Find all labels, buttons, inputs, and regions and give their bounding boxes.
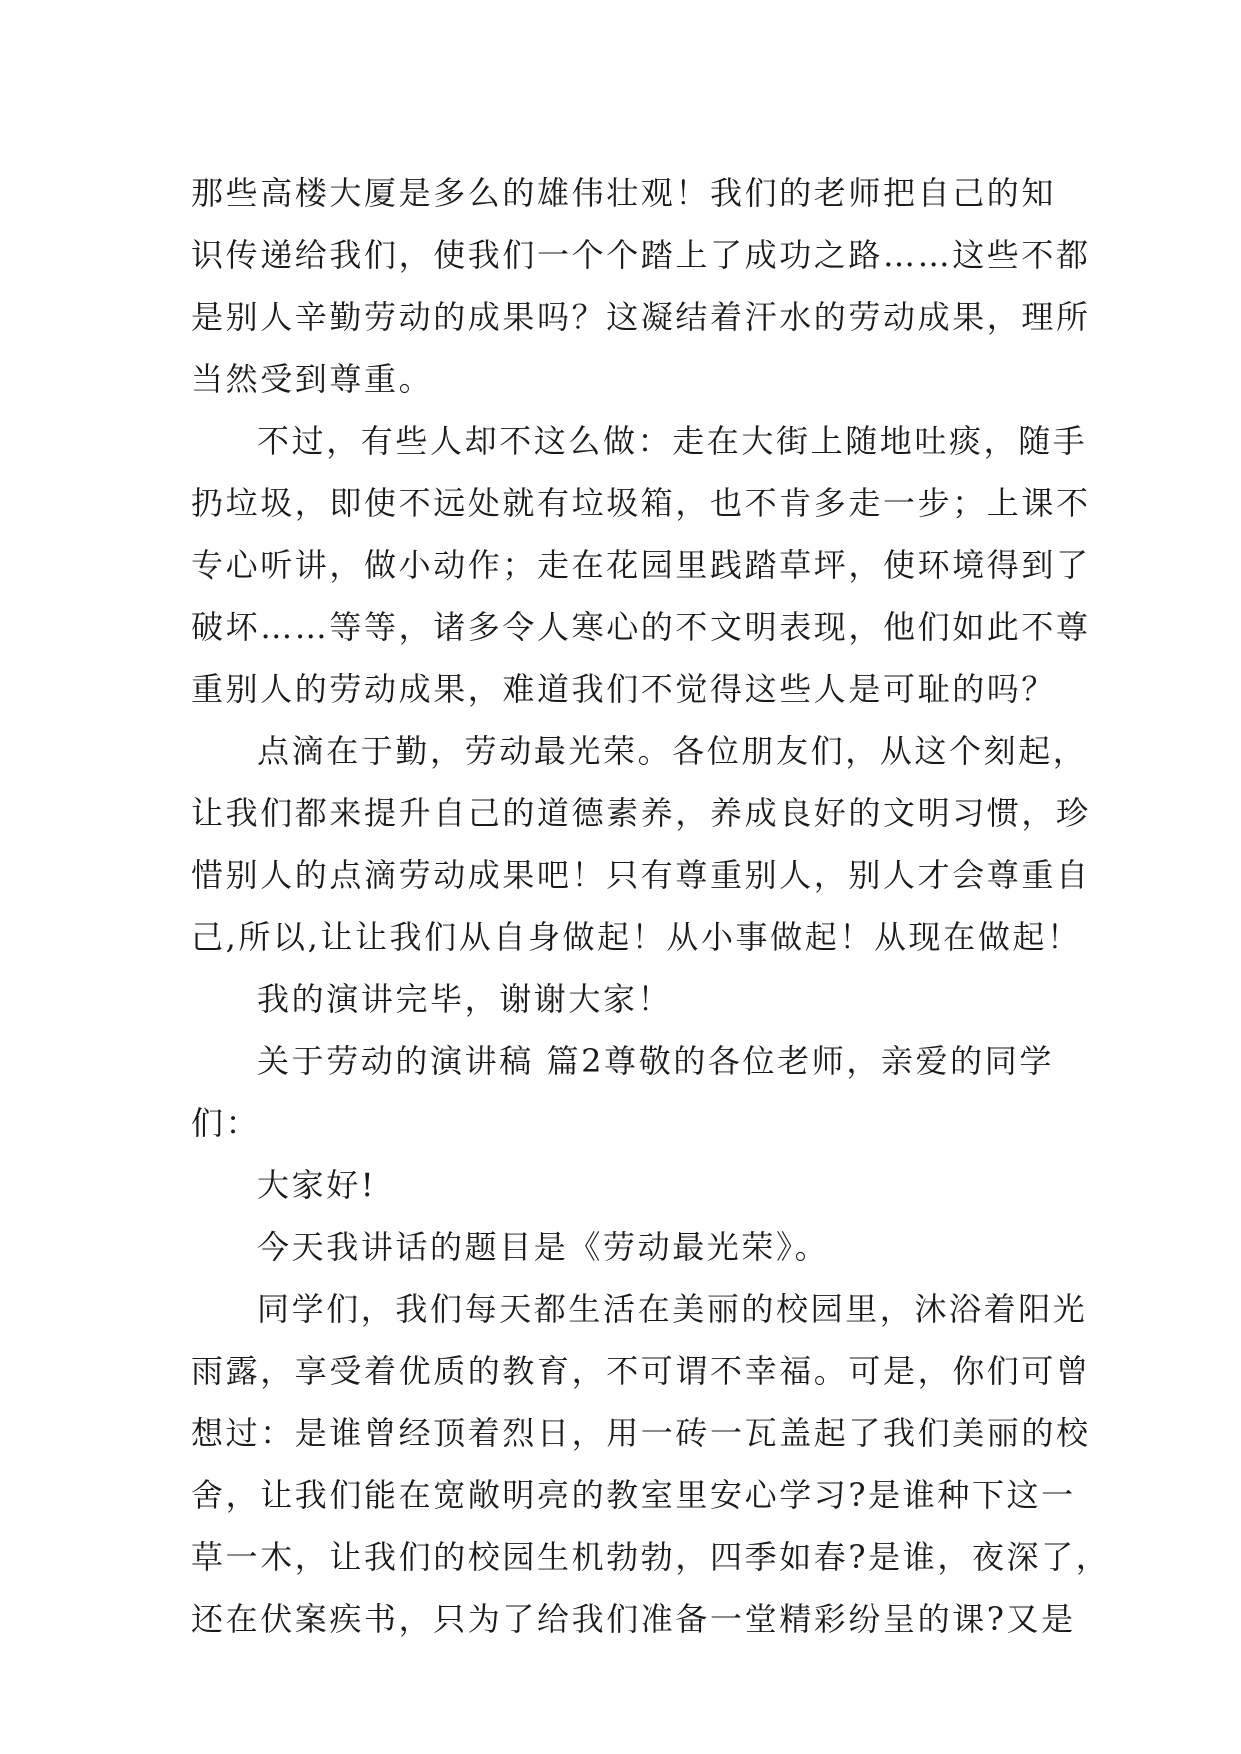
paragraph-first-line: 不过，有些人却不这么做：走在大街上随地吐痰，随手 bbox=[257, 422, 1088, 460]
section-heading-line: 关于劳动的演讲稿 篇2尊敬的各位老师，亲爱的同学 bbox=[257, 1042, 1054, 1080]
text-line: 专心听讲，做小动作；走在花园里践踏草坪，使环境得到了 bbox=[191, 546, 1091, 584]
text-line: 惜别人的点滴劳动成果吧！只有尊重别人，别人才会尊重自 bbox=[191, 856, 1091, 894]
text-line: 己,所以,让让我们从自身做起！从小事做起！从现在做起！ bbox=[191, 918, 1082, 956]
text-line: 还在伏案疾书，只为了给我们准备一堂精彩纷呈的课?又是 bbox=[191, 1600, 1076, 1638]
text-line: 扔垃圾，即使不远处就有垃圾箱，也不肯多走一步；上课不 bbox=[191, 484, 1091, 522]
greeting-line: 大家好! bbox=[257, 1166, 377, 1204]
paragraph-first-line: 我的演讲完毕，谢谢大家！ bbox=[257, 980, 673, 1018]
text-line: 雨露，享受着优质的教育，不可谓不幸福。可是，你们可曾 bbox=[191, 1352, 1091, 1390]
text-line: 识传递给我们，使我们一个个踏上了成功之路……这些不都 bbox=[191, 236, 1091, 274]
text-line: 是别人辛勤劳动的成果吗？这凝结着汗水的劳动成果，理所 bbox=[191, 298, 1091, 336]
paragraph-first-line: 点滴在于勤，劳动最光荣。各位朋友们，从这个刻起， bbox=[257, 732, 1088, 770]
text-line: 破坏……等等，诸多令人寒心的不文明表现，他们如此不尊 bbox=[191, 608, 1091, 646]
text-line: 重别人的劳动成果，难道我们不觉得这些人是可耻的吗？ bbox=[191, 670, 1057, 708]
paragraph-first-line: 今天我讲话的题目是《劳动最光荣》。 bbox=[257, 1228, 830, 1266]
document-body bbox=[191, 162, 1111, 1650]
text-line: 那些高楼大厦是多么的雄伟壮观！我们的老师把自己的知 bbox=[191, 174, 1057, 212]
text-line: 让我们都来提升自己的道德素养，养成良好的文明习惯，珍 bbox=[191, 794, 1091, 832]
paragraph-first-line: 同学们，我们每天都生活在美丽的校园里，沐浴着阳光 bbox=[257, 1290, 1088, 1328]
text-line: 舍，让我们能在宽敞明亮的教室里安心学习?是谁种下这一 bbox=[191, 1476, 1076, 1514]
text-line: 草一木，让我们的校园生机勃勃，四季如春?是谁，夜深了， bbox=[191, 1538, 1111, 1576]
text-line: 当然受到尊重。 bbox=[191, 360, 434, 398]
text-line: 想过：是谁曾经顶着烈日，用一砖一瓦盖起了我们美丽的校 bbox=[191, 1414, 1091, 1452]
text-line: 们： bbox=[191, 1104, 261, 1142]
